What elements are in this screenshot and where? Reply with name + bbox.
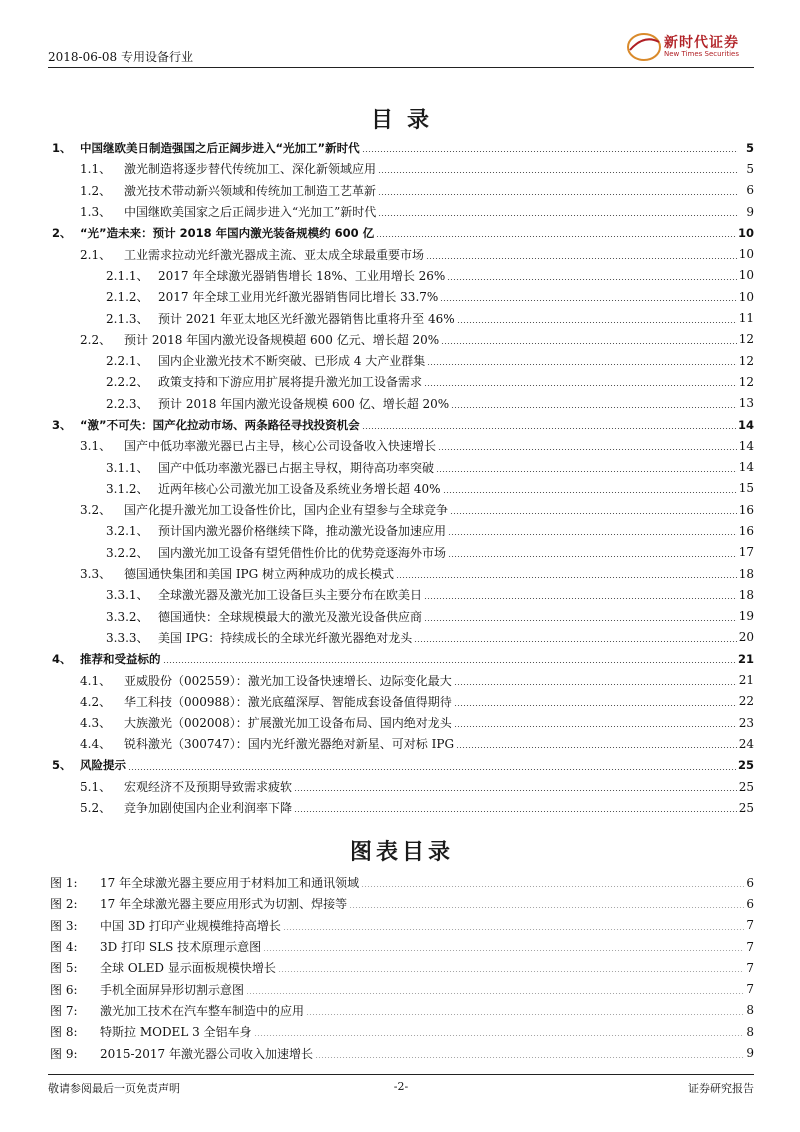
- dot-leader: [427, 364, 736, 365]
- toc-entry-level-2[interactable]: [50, 669, 754, 690]
- entry-page-number: 7: [746, 918, 754, 933]
- dot-leader: [163, 662, 736, 663]
- entry-page-number: 17: [738, 545, 754, 560]
- entry-page-number: 18: [738, 566, 754, 581]
- toc-entry-level-2[interactable]: [50, 499, 754, 520]
- toc-entry-level-2[interactable]: [50, 563, 754, 584]
- entry-title: 政策支持和下游应用扩展将提升激光加工设备需求: [158, 375, 423, 390]
- entry-number: 1.3、: [80, 205, 112, 220]
- entry-title: 工业需求拉动光纤激光器成主流、亚太成全球最重要市场: [124, 247, 425, 262]
- entry-number: 2.2.3、: [106, 396, 149, 411]
- entry-number: 5、: [52, 758, 72, 773]
- dot-leader: [441, 343, 737, 344]
- logo-mark-icon: [626, 30, 662, 64]
- dot-leader: [447, 279, 736, 280]
- entry-number: 3、: [52, 417, 72, 432]
- toc-title: 目录: [370, 107, 443, 133]
- entry-title: 华工科技（000988）：激光底蕴深厚、智能成套设备值得期待: [124, 694, 452, 709]
- entry-page-number: 7: [746, 960, 754, 975]
- footer-report-type: 证券研究报告: [688, 1082, 754, 1095]
- entry-number: 2.1.1、: [106, 268, 149, 283]
- dot-leader: [315, 1057, 744, 1058]
- entry-number: 3.3.1、: [106, 588, 149, 603]
- entry-number: 5.1、: [80, 780, 112, 795]
- entry-number: 图 3:: [50, 918, 78, 933]
- header-date-industry: [48, 48, 193, 65]
- entry-title: 全球 OLED 显示面板规模快增长: [100, 961, 276, 976]
- entry-page-number: 13: [738, 396, 754, 411]
- entry-page-number: 25: [738, 779, 754, 794]
- entry-number: 图 4:: [50, 940, 78, 955]
- logo-en-text: New Times Securities: [664, 50, 739, 58]
- entry-number: 2.1、: [80, 247, 112, 262]
- entry-title: 激光加工技术在汽车整车制造中的应用: [100, 1003, 305, 1018]
- entry-number: 4.4、: [80, 737, 112, 752]
- entry-title: 国产中低功率激光器已占据主导权，期待高功率突破: [158, 460, 435, 475]
- entry-number: 2.2、: [80, 332, 112, 347]
- entry-page-number: 8: [746, 1003, 754, 1018]
- entry-number: 图 8:: [50, 1025, 78, 1040]
- toc-entry-level-3[interactable]: [50, 542, 754, 563]
- entry-page-number: 9: [746, 1046, 754, 1061]
- entry-title: 德国通快：全球规模最大的激光及激光设备供应商: [158, 609, 423, 624]
- entry-title: 激光制造将逐步替代传统加工、深化新领域应用: [124, 162, 377, 177]
- dot-leader: [424, 620, 737, 621]
- entry-number: 图 6:: [50, 982, 78, 997]
- toc-entry-level-3[interactable]: [50, 584, 754, 605]
- dot-leader: [362, 151, 738, 152]
- dot-leader: [414, 641, 737, 642]
- dot-leader: [451, 407, 737, 408]
- entry-title: 预计 2021 年亚太地区光纤激光器销售比重将升至 46%: [158, 311, 455, 326]
- toc-entry-level-2[interactable]: [50, 776, 754, 797]
- entry-page-number: 16: [738, 523, 754, 538]
- entry-page-number: 10: [738, 289, 754, 304]
- dot-leader: [436, 471, 737, 472]
- entry-number: 3.3、: [80, 567, 112, 582]
- entry-page-number: 7: [746, 939, 754, 954]
- dot-leader: [278, 971, 744, 972]
- dot-leader: [283, 929, 744, 930]
- entry-page-number: 5: [746, 161, 754, 176]
- footer-divider: [48, 1074, 754, 1075]
- toc-entry-level-2[interactable]: [50, 180, 754, 201]
- entry-title: 国内激光加工设备有望凭借性价比的优势竞逐海外市场: [158, 545, 447, 560]
- entry-page-number: 12: [738, 374, 754, 389]
- figure-list: [50, 872, 754, 1064]
- page-header: [48, 35, 754, 68]
- entry-page-number: 7: [746, 982, 754, 997]
- dot-leader: [454, 705, 737, 706]
- toc-entry-level-2[interactable]: [50, 733, 754, 754]
- entry-page-number: 19: [738, 609, 754, 624]
- entry-number: 3.1.1、: [106, 460, 149, 475]
- header-industry: 专用设备行业: [121, 50, 194, 64]
- dot-leader: [306, 1014, 744, 1015]
- dot-leader: [454, 684, 737, 685]
- dot-leader: [456, 747, 737, 748]
- toc-entry-level-1[interactable]: [50, 755, 754, 776]
- entry-title: 手机全面屏异形切割示意图: [100, 982, 245, 997]
- entry-title: 2015-2017 年激光器公司收入加速增长: [100, 1046, 313, 1061]
- entry-page-number: 24: [738, 736, 754, 751]
- entry-title: 中国继欧美国家之后正阔步进入“光加工”新时代: [124, 205, 377, 220]
- entry-title: 预计 2018 年国内激光设备规模 600 亿、增长超 20%: [158, 396, 450, 411]
- toc-entry-level-2[interactable]: [50, 201, 754, 222]
- figure-entry[interactable]: [50, 957, 754, 978]
- entry-page-number: 8: [746, 1024, 754, 1039]
- entry-number: 3.2.1、: [106, 524, 149, 539]
- entry-title: 近两年核心公司激光加工设备及系统业务增长超 40%: [158, 481, 441, 496]
- entry-title: 德国通快集团和美国 IPG 树立两种成功的成长模式: [124, 567, 395, 582]
- toc-entry-level-2[interactable]: [50, 691, 754, 712]
- entry-page-number: 6: [746, 875, 754, 890]
- toc-entry-level-2[interactable]: [50, 797, 754, 818]
- entry-number: 1.2、: [80, 183, 112, 198]
- entry-page-number: 9: [746, 204, 754, 219]
- entry-number: 图 7:: [50, 1003, 78, 1018]
- dot-leader: [440, 300, 736, 301]
- entry-page-number: 21: [738, 673, 754, 688]
- toc-entry-level-3[interactable]: [50, 286, 754, 307]
- toc-entry-level-2[interactable]: [50, 329, 754, 350]
- toc-entry-level-3[interactable]: [50, 393, 754, 414]
- dot-leader: [128, 769, 736, 770]
- dot-leader: [378, 215, 738, 216]
- header-date: 2018-06-08: [48, 50, 118, 64]
- toc-entry-level-3[interactable]: [50, 265, 754, 286]
- entry-page-number: 22: [738, 694, 754, 709]
- figure-entry[interactable]: [50, 1021, 754, 1042]
- toc-entry-level-3[interactable]: [50, 456, 754, 477]
- entry-title: 大族激光（002008）：扩展激光加工设备布局、国内绝对龙头: [124, 716, 452, 731]
- entry-page-number: 12: [738, 332, 754, 347]
- dot-leader: [438, 449, 737, 450]
- toc-entry-level-1[interactable]: [50, 648, 754, 669]
- toc-entry-level-2[interactable]: [50, 158, 754, 179]
- entry-page-number: 6: [746, 896, 754, 911]
- dot-leader: [361, 886, 744, 887]
- dot-leader: [424, 385, 737, 386]
- figure-entry[interactable]: [50, 936, 754, 957]
- dot-leader: [362, 428, 736, 429]
- dot-leader: [378, 194, 738, 195]
- page-footer: [48, 1080, 754, 1100]
- entry-page-number: 25: [738, 800, 754, 815]
- entry-number: 图 9:: [50, 1046, 78, 1061]
- entry-title: “激”不可失：国产化拉动市场、两条路径寻找投资机会: [80, 417, 360, 432]
- entry-title: 锐科激光（300747）：国内光纤激光器绝对新星、可对标 IPG: [124, 737, 455, 752]
- entry-page-number: 14: [737, 417, 754, 432]
- entry-number: 2.2.2、: [106, 375, 149, 390]
- entry-title: 17 年全球激光器主要应用于材料加工和通讯领域: [100, 876, 360, 891]
- entry-page-number: 23: [738, 715, 754, 730]
- logo-cn-text: 新时代证券: [664, 35, 739, 51]
- dot-leader: [396, 577, 737, 578]
- figure-entry[interactable]: [50, 893, 754, 914]
- dot-leader: [454, 726, 737, 727]
- figure-entry[interactable]: [50, 1042, 754, 1063]
- table-of-contents: [50, 137, 754, 819]
- figure-entry[interactable]: [50, 1000, 754, 1021]
- entry-page-number: 15: [738, 481, 754, 496]
- dot-leader: [457, 322, 737, 323]
- dot-leader: [376, 236, 736, 237]
- entry-number: 4.3、: [80, 716, 112, 731]
- entry-page-number: 10: [738, 268, 754, 283]
- entry-page-number: 10: [738, 247, 754, 262]
- entry-page-number: 16: [738, 502, 754, 517]
- toc-entry-level-3[interactable]: [50, 350, 754, 371]
- entry-number: 图 1:: [50, 876, 78, 891]
- dot-leader: [378, 172, 738, 173]
- entry-title: 2017 年全球工业用光纤激光器销售同比增长 33.7%: [158, 290, 439, 305]
- entry-page-number: 14: [738, 438, 754, 453]
- header-divider: [48, 67, 754, 68]
- entry-title: 风险提示: [80, 758, 126, 773]
- toc-entry-level-1[interactable]: [50, 414, 754, 435]
- toc-entry-level-1[interactable]: [50, 222, 754, 243]
- entry-number: 3.1.2、: [106, 481, 149, 496]
- entry-number: 5.2、: [80, 801, 112, 816]
- dot-leader: [263, 950, 744, 951]
- entry-number: 4.2、: [80, 694, 112, 709]
- figures-title: 图表目录: [349, 839, 454, 865]
- figure-entry[interactable]: [50, 978, 754, 999]
- entry-title: 3D 打印 SLS 技术原理示意图: [100, 940, 262, 955]
- entry-title: 国内企业激光技术不断突破、已形成 4 大产业群集: [158, 354, 426, 369]
- toc-entry-level-3[interactable]: [50, 307, 754, 328]
- dot-leader: [443, 492, 737, 493]
- entry-number: 2、: [52, 225, 72, 240]
- entry-page-number: 11: [738, 311, 754, 326]
- entry-number: 1、: [52, 140, 72, 155]
- entry-number: 2.2.1、: [106, 354, 149, 369]
- entry-page-number: 12: [738, 353, 754, 368]
- footer-disclaimer: 敬请参阅最后一页免责声明: [48, 1082, 180, 1095]
- entry-title: 美国 IPG：持续成长的全球光纤激光器绝对龙头: [158, 630, 413, 645]
- toc-entry-level-3[interactable]: [50, 520, 754, 541]
- figure-entry[interactable]: [50, 915, 754, 936]
- entry-page-number: 5: [745, 140, 754, 155]
- dot-leader: [448, 534, 737, 535]
- entry-number: 4.1、: [80, 673, 112, 688]
- dot-leader: [294, 790, 737, 791]
- entry-title: 国产中低功率激光器已占主导，核心公司设备收入快速增长: [124, 439, 437, 454]
- entry-page-number: 6: [746, 183, 754, 198]
- entry-title: 中国 3D 打印产业规模维持高增长: [100, 918, 281, 933]
- entry-title: 国产化提升激光加工设备性价比，国内企业有望参与全球竞争: [124, 503, 449, 518]
- entry-page-number: 14: [738, 460, 754, 475]
- entry-number: 3.3.2、: [106, 609, 149, 624]
- entry-number: 3.3.3、: [106, 630, 149, 645]
- entry-page-number: 25: [737, 758, 754, 773]
- entry-title: 预计国内激光器价格继续下降，推动激光设备加速应用: [158, 524, 447, 539]
- entry-number: 图 5:: [50, 961, 78, 976]
- dot-leader: [448, 556, 737, 557]
- entry-title: 特斯拉 MODEL 3 全铝车身: [100, 1025, 252, 1040]
- entry-page-number: 20: [738, 630, 754, 645]
- entry-number: 3.2、: [80, 503, 112, 518]
- toc-entry-level-2[interactable]: [50, 712, 754, 733]
- entry-number: 2.1.2、: [106, 290, 149, 305]
- page-number: -2-: [393, 1080, 409, 1093]
- entry-title: 全球激光器及激光加工设备巨头主要分布在欧美日: [158, 588, 423, 603]
- dot-leader: [450, 513, 737, 514]
- entry-number: 图 2:: [50, 897, 78, 912]
- toc-entry-level-3[interactable]: [50, 627, 754, 648]
- entry-title: 亚威股份（002559）：激光加工设备快速增长、边际变化最大: [124, 673, 452, 688]
- toc-entry-level-2[interactable]: [50, 243, 754, 264]
- toc-entry-level-3[interactable]: [50, 478, 754, 499]
- entry-number: 2.1.3、: [106, 311, 149, 326]
- entry-number: 3.2.2、: [106, 545, 149, 560]
- entry-title: 中国继欧美日制造强国之后正阔步进入“光加工”新时代: [80, 140, 360, 155]
- entry-title: “光”造未来：预计 2018 年国内激光装备规模约 600 亿: [80, 225, 375, 240]
- entry-number: 1.1、: [80, 162, 112, 177]
- dot-leader: [349, 907, 744, 908]
- toc-entry-level-2[interactable]: [50, 435, 754, 456]
- dot-leader: [424, 598, 737, 599]
- entry-page-number: 10: [737, 225, 754, 240]
- toc-entry-level-3[interactable]: [50, 371, 754, 392]
- dot-leader: [246, 993, 744, 994]
- entry-number: 4、: [52, 651, 72, 666]
- entry-number: 3.1、: [80, 439, 112, 454]
- company-logo: [626, 30, 754, 64]
- entry-page-number: 21: [737, 651, 754, 666]
- entry-page-number: 18: [738, 587, 754, 602]
- toc-entry-level-3[interactable]: [50, 606, 754, 627]
- entry-title: 17 年全球激光器主要应用形式为切割、焊接等: [100, 897, 348, 912]
- dot-leader: [254, 1035, 744, 1036]
- entry-title: 推荐和受益标的: [80, 651, 161, 666]
- entry-title: 竞争加剧使国内企业利润率下降: [124, 801, 293, 816]
- entry-title: 2017 年全球激光器销售增长 18%、工业用增长 26%: [158, 268, 446, 283]
- entry-title: 宏观经济不及预期导致需求疲软: [124, 780, 293, 795]
- figure-entry[interactable]: [50, 872, 754, 893]
- dot-leader: [426, 258, 737, 259]
- dot-leader: [294, 811, 737, 812]
- entry-title: 预计 2018 年国内激光设备规模超 600 亿元、增长超 20%: [124, 332, 440, 347]
- entry-title: 激光技术带动新兴领域和传统加工制造工艺革新: [124, 183, 377, 198]
- toc-entry-level-1[interactable]: [50, 137, 754, 158]
